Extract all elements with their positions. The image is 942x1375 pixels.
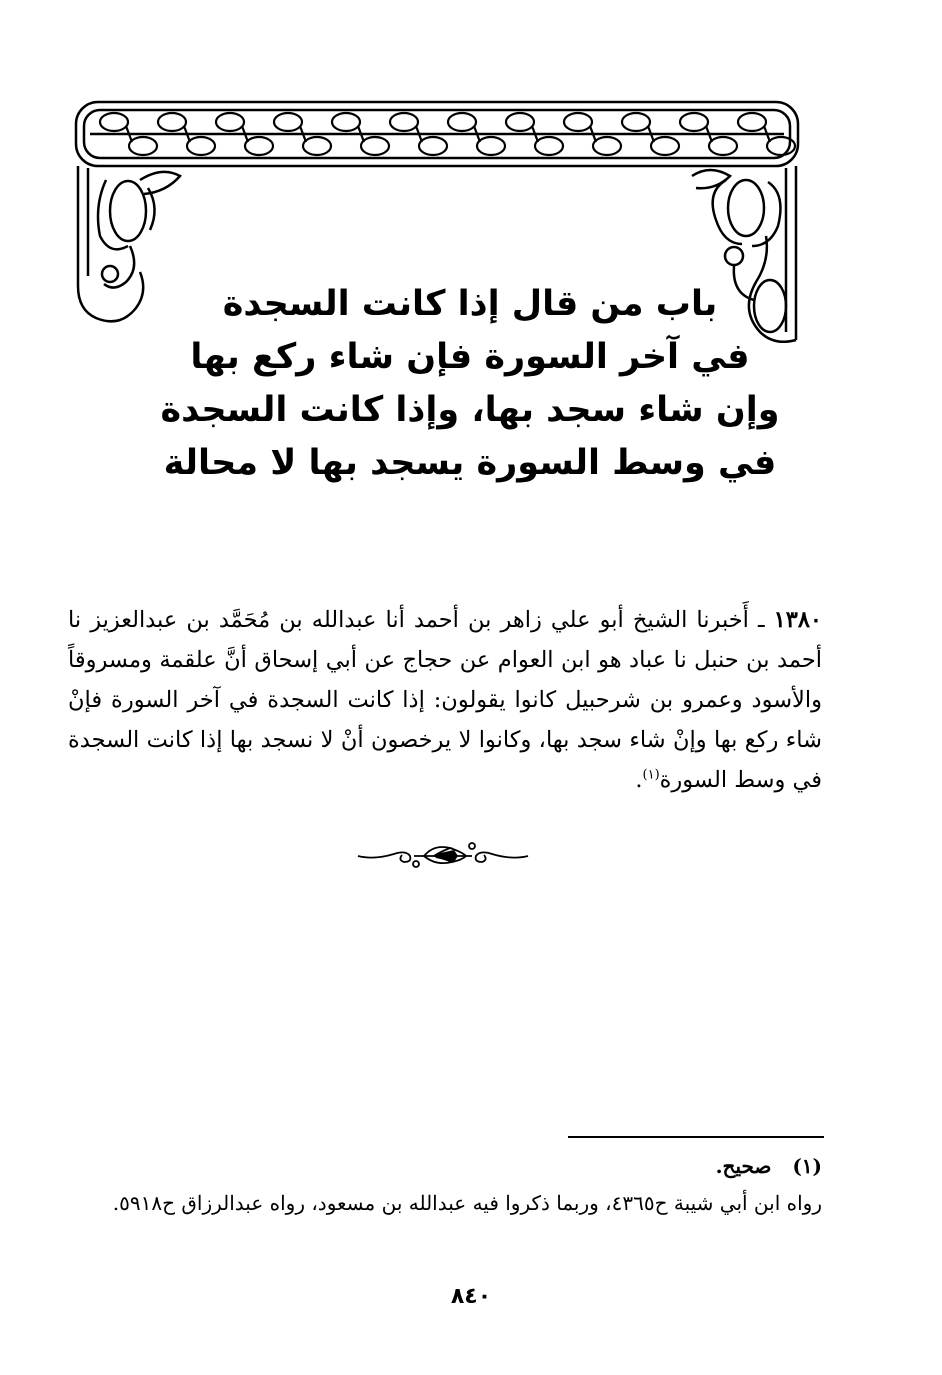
chapter-title (160, 278, 780, 490)
footnote-reference: (١) (642, 767, 660, 783)
hadith-text: ـ أَخبرنا الشيخ أبو علي زاهر بن أحمد أنا عبدالله بن مُحَمَّد بن عبدالعزيز نا أحمد بن حنبل نا عباد هو ابن العوام عن حجاج عن أبي إسحاق أنَّ علقمة ومسروقاً والأسود وعمرو بن شرحبيل كانوا يقولون: إذا كانت السجدة في آخر السورة فإنْ شاء ركع بها وإنْ شاء سجد بها، وكانوا لا يرخصون أنْ لا نسجد بها إذا كانت السجدة في وسط السورة (68, 607, 822, 793)
section-divider-ornament (354, 836, 532, 872)
footnotes (66, 1146, 822, 1220)
footnote-separator (568, 1136, 824, 1138)
hadith-paragraph (68, 600, 822, 800)
footnote-grading: صحيح. (715, 1154, 772, 1178)
chapter-title-line-4: في وسط السورة يسجد بها لا محالة (163, 443, 777, 483)
hadith-number: ١٣٨٠ (773, 607, 822, 633)
footnote-heading (66, 1146, 822, 1186)
footnote-text: رواه ابن أبي شيبة ح٤٣٦٥، وربما ذكروا فيه عبدالله بن مسعود، رواه عبدالرزاق ح٥٩١٨. (112, 1191, 822, 1215)
footnote-marker: (١) (792, 1154, 822, 1178)
chapter-title-line-1: باب من قال إذا كانت السجدة (222, 284, 718, 324)
chapter-title-line-3: وإن شاء سجد بها، وإذا كانت السجدة (160, 390, 780, 430)
hadith-end-mark: . (635, 767, 643, 793)
chapter-title-line-2: في آخر السورة فإن شاء ركع بها (190, 337, 750, 377)
ornament-divider-icon (354, 836, 532, 872)
page-number: ٨٤٠ (450, 1284, 492, 1309)
